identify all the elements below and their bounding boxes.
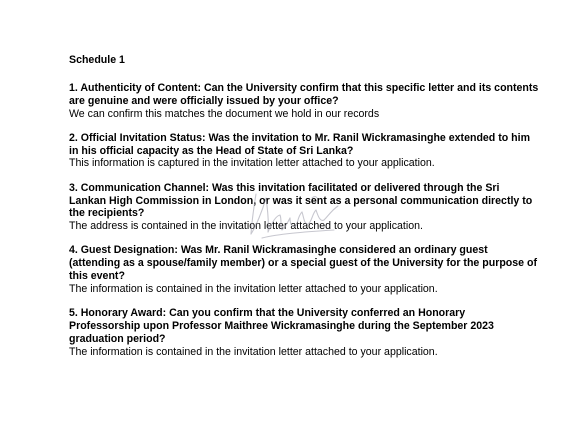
question-1: 1. Authenticity of Content: Can the University confirm that this specific letter and its contents are genuine and were officially issued by your office? [69,82,539,107]
question-2: 2. Official Invitation Status: Was the invitation to Mr. Ranil Wickramasinghe extended to him in his official capacity as the Head of State of Sri Lanka? [69,131,530,157]
question-5: 5. Honorary Award: Can you confirm that the University conferred an Honorary Professorship upon Professor Maithree Wickramasinghe during the September 2023 graduation period? [69,307,494,345]
document-body [69,54,539,370]
question-3: 3. Communication Channel: Was this invitation facilitated or delivered through the Sri Lankan High Commission in London, or was it sent as a personal communication directly to the recipients? [69,181,533,220]
qa-item-4 [69,244,539,295]
schedule-title: Schedule 1 [69,54,125,66]
answer-4: The information is contained in the invitation letter attached to your application. [69,282,438,295]
answer-1: We can confirm this matches the document we hold in our records [69,107,380,120]
answer-5: The information is contained in the invitation letter attached to your application. [69,345,438,358]
answer-2: This information is captured in the invitation letter attached to your application. [69,157,435,170]
qa-item-3 [69,182,539,233]
qa-item-2 [69,132,539,170]
qa-item-5 [69,307,539,358]
qa-item-1 [69,82,539,120]
question-4: 4. Guest Designation: Was Mr. Ranil Wickramasinghe considered an ordinary guest (attending as a spouse/family member) or a special guest of the University for the purpose of this event? [69,244,537,283]
answer-3: The address is contained in the invitation letter attached to your application. [69,220,423,233]
